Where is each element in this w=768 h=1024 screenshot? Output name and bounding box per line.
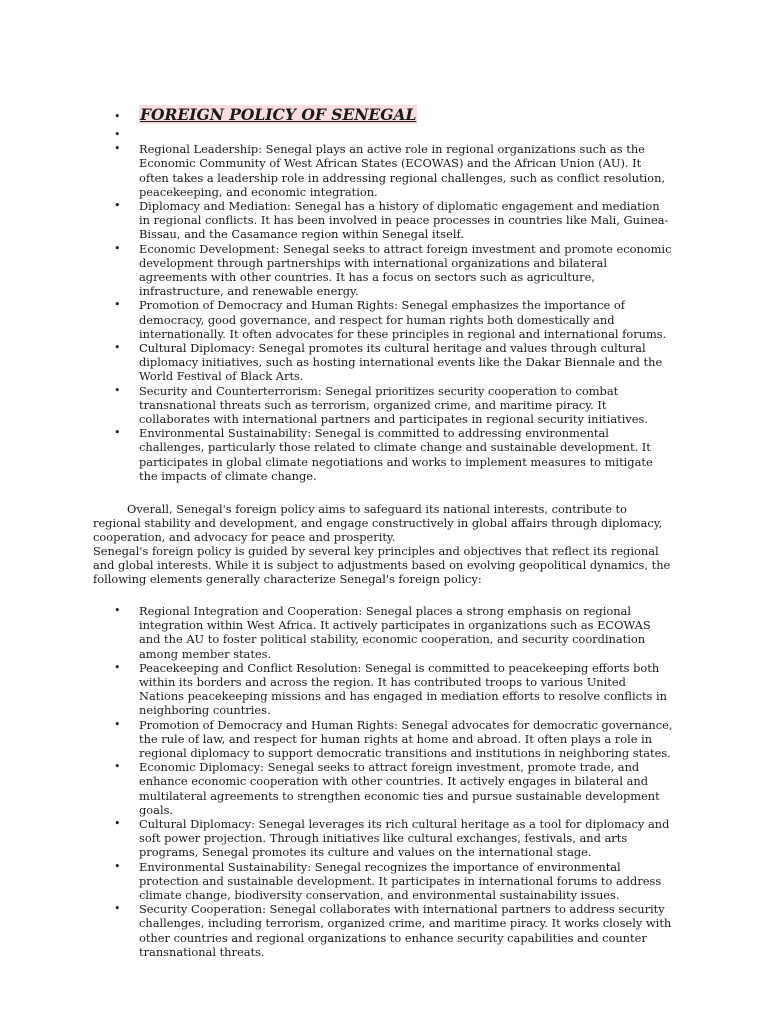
bullet-icon: •: [114, 142, 121, 156]
principles-paragraph: Senegal's foreign policy is guided by several key principles and objectives that reflect its regional and global interests. While it is subject to adjustments based on evolving geopolitical dynamics, the following elements generally characterize Senegal's foreign policy:: [93, 544, 671, 587]
list-item: [114, 718, 674, 761]
list-item-text: Regional Leadership: Senegal plays an active role in regional organizations such as the Economic Community of West African States (ECOWAS) and the African Union (AU). It often takes a leadership role in addressing regional challenges, such as conflict resolution, peacekeeping, and economic integration.: [139, 142, 666, 199]
list-item: [114, 242, 674, 299]
empty-list-item: [114, 128, 674, 142]
list-item-text: Promotion of Democracy and Human Rights: Senegal advocates for democratic governance, the rule of law, and respect for human rights at home and abroad. It often plays a role in regional diplomacy to support democratic transitions and institutions in neighboring states.: [139, 717, 673, 761]
list-item: [114, 199, 674, 242]
bullet-icon: •: [114, 341, 121, 355]
list-item: [114, 298, 674, 341]
list-item-text: Regional Integration and Cooperation: Senegal places a strong emphasis on regional integration within West Africa. It actively participates in organizations such as ECOWAS and the AU to foster political stability, economic cooperation, and security coordination among member states.: [139, 604, 651, 661]
overall-paragraph: Overall, Senegal's foreign policy aims to safeguard its national interests, contribute to regional stability and development, and engage constructively in global affairs through diplomacy, cooperation, and advocacy for peace and prosperity.: [93, 502, 663, 545]
top-bullet-list: [114, 104, 674, 483]
list-item: [114, 142, 674, 199]
list-item-text: Economic Development: Senegal seeks to attract foreign investment and promote economic development through partnerships with international organizations and bilateral agreements with other countries. It has a focus on sectors such as agriculture, infrastructure, and renewable energy.: [139, 241, 672, 299]
list-item: [114, 860, 674, 903]
list-item-text: Security and Counterterrorism: Senegal prioritizes security cooperation to combat transnational threats such as terrorism, organized crime, and maritime piracy. It collaborates with international partners and participates in regional security initiatives.: [139, 383, 649, 427]
list-item-text: Promotion of Democracy and Human Rights: Senegal emphasizes the importance of democracy, good governance, and respect for human rights both domestically and internationally. It often advocates for these principles in regional and international forums.: [139, 298, 667, 341]
bullet-icon: •: [114, 817, 121, 831]
bullet-icon: •: [114, 859, 121, 873]
list-item: [114, 384, 674, 427]
bullet-icon: •: [114, 128, 121, 141]
bullet-icon: •: [114, 383, 121, 397]
bottom-bullet-list: [114, 604, 674, 959]
list-item-text: Economic Diplomacy: Senegal seeks to attract foreign investment, promote trade, and enhance economic cooperation with other countries. It actively engages in bilateral and multilateral agreements to strengthen economic ties and pursue sustainable development goals.: [139, 760, 660, 817]
list-item: [114, 426, 674, 483]
list-item: [114, 760, 674, 817]
bullet-icon: •: [114, 902, 121, 916]
bullet-icon: •: [114, 717, 121, 731]
list-item-text: Cultural Diplomacy: Senegal leverages its rich cultural heritage as a tool for diplomacy and soft power projection. Through initiatives like cultural exchanges, festivals, and arts programs, Senegal promotes its culture and values on the international stage.: [139, 817, 670, 860]
list-item: [114, 661, 674, 718]
bullet-icon: •: [114, 241, 121, 255]
list-item: [114, 817, 674, 860]
list-item-text: Security Cooperation: Senegal collaborates with international partners to address security challenges, including terrorism, organized crime, and maritime piracy. It works closely with other countries and regional organizations to enhance security capabilities and counter transnational threats.: [139, 902, 672, 959]
bullet-icon: •: [114, 298, 121, 312]
list-item: [114, 902, 674, 959]
bullet-icon: •: [114, 199, 121, 212]
list-item: [114, 604, 674, 661]
bullet-icon: •: [114, 110, 121, 123]
list-item-text: Diplomacy and Mediation: Senegal has a history of diplomatic engagement and mediation in regional conflicts. It has been involved in peace processes in countries like Mali, Guinea-Bissau, and the Casamance region within Senegal itself.: [139, 199, 669, 242]
list-item-text: Environmental Sustainability: Senegal is committed to addressing environmental challenges, particularly those related to climate change and sustainable development. It participates in global climate negotiations and works to implement measures to mitigate the impacts of climate change.: [139, 426, 653, 483]
bullet-icon: •: [114, 426, 121, 440]
list-item-text: Cultural Diplomacy: Senegal promotes its cultural heritage and values through cultural diplomacy initiatives, such as hosting international events like the Dakar Biennale and the World Festival of Black Arts.: [139, 341, 663, 384]
bullet-icon: •: [114, 660, 121, 674]
bullet-icon: •: [114, 604, 121, 617]
bullet-icon: •: [114, 760, 121, 774]
list-item-text: Environmental Sustainability: Senegal recognizes the importance of environmental protection and sustainable development. It participates in international forums to address climate change, biodiversity conservation, and environmental sustainability issues.: [139, 859, 662, 903]
document-title: FOREIGN POLICY OF SENEGAL: [140, 105, 417, 124]
title-list-item: [114, 104, 674, 128]
list-item: [114, 341, 674, 384]
list-item-text: Peacekeeping and Conflict Resolution: Senegal is committed to peacekeeping efforts both within its borders and across the region. It has contributed troops to various United Nations peacekeeping missions and has engaged in mediation efforts to resolve conflicts in neighboring countries.: [139, 660, 668, 718]
